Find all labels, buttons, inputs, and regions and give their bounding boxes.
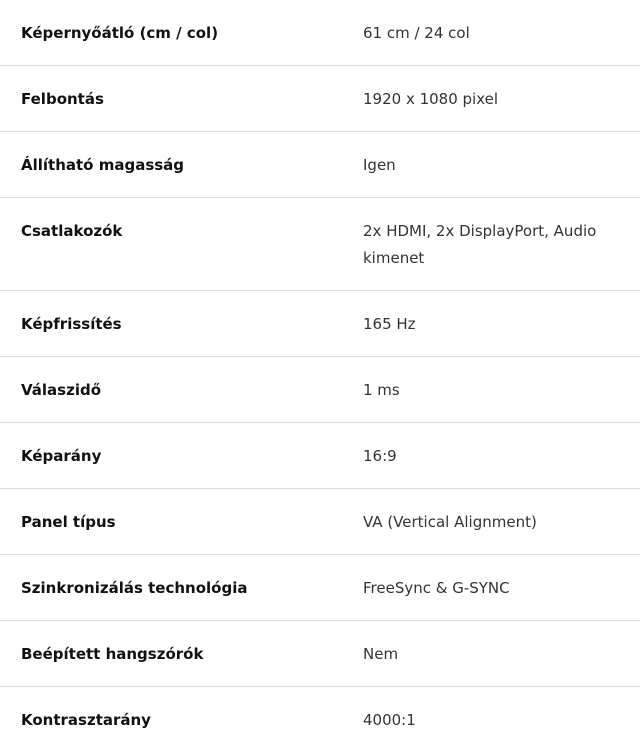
spec-label: Szinkronizálás technológia	[0, 555, 363, 621]
spec-value: 61 cm / 24 col	[363, 0, 640, 66]
spec-label: Panel típus	[0, 489, 363, 555]
spec-label: Képfrissítés	[0, 291, 363, 357]
spec-row	[0, 132, 640, 198]
spec-label: Csatlakozók	[0, 198, 363, 291]
spec-value: Nem	[363, 621, 640, 687]
spec-row	[0, 621, 640, 687]
spec-row	[0, 198, 640, 291]
spec-label: Állítható magasság	[0, 132, 363, 198]
spec-value: 16:9	[363, 423, 640, 489]
spec-row	[0, 423, 640, 489]
spec-row	[0, 291, 640, 357]
spec-row	[0, 357, 640, 423]
spec-value: 165 Hz	[363, 291, 640, 357]
spec-row	[0, 66, 640, 132]
spec-label: Képernyőátló (cm / col)	[0, 0, 363, 66]
spec-row	[0, 687, 640, 752]
spec-row	[0, 489, 640, 555]
spec-label: Beépített hangszórók	[0, 621, 363, 687]
spec-label: Kontrasztarány	[0, 687, 363, 752]
spec-value: VA (Vertical Alignment)	[363, 489, 640, 555]
spec-row	[0, 0, 640, 66]
spec-label: Képarány	[0, 423, 363, 489]
spec-value: Igen	[363, 132, 640, 198]
spec-value: FreeSync & G-SYNC	[363, 555, 640, 621]
spec-value: 4000:1	[363, 687, 640, 752]
spec-value: 1 ms	[363, 357, 640, 423]
spec-row	[0, 555, 640, 621]
spec-label: Felbontás	[0, 66, 363, 132]
spec-label: Válaszidő	[0, 357, 363, 423]
spec-value: 2x HDMI, 2x DisplayPort, Audio kimenet	[363, 198, 640, 291]
spec-value: 1920 x 1080 pixel	[363, 66, 640, 132]
